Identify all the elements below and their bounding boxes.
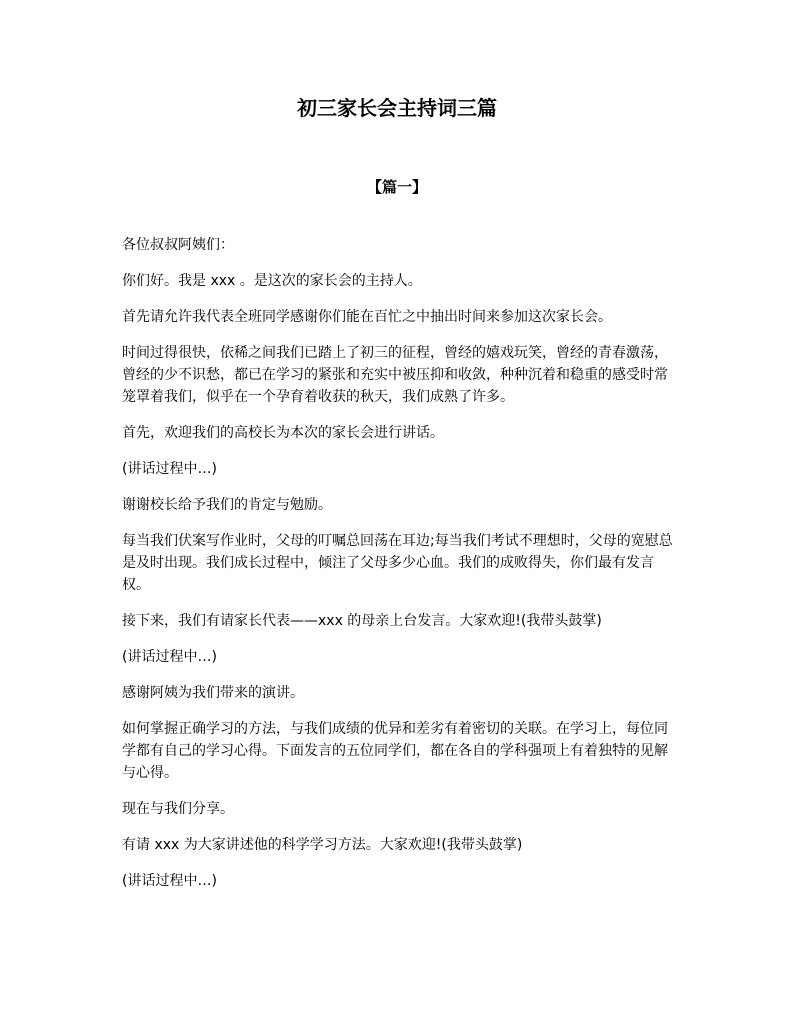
paragraph: 谢谢校长给予我们的肯定与勉励。: [122, 497, 332, 513]
paragraph: (讲话过程中…): [122, 649, 217, 665]
paragraph: 现在与我们分享。: [122, 801, 234, 817]
paragraph: (讲话过程中…): [122, 873, 217, 889]
section-heading: 【篇一】: [366, 178, 427, 196]
paragraph: 首先，欢迎我们的高校长为本次的家长会进行讲话。: [122, 425, 444, 441]
paragraph: 接下来，我们有请家长代表——xxx 的母亲上台发言。大家欢迎!(我带头鼓掌): [122, 613, 602, 629]
paragraph: 有请 xxx 为大家讲述他的科学学习方法。大家欢迎!(我带头鼓掌): [122, 837, 523, 853]
paragraph: 每当我们伏案写作业时，父母的叮嘱总回荡在耳边;每当我们考试不理想时，父母的宽慰总是及时出现。我们成长过程中，倾注了父母多少心血。我们的成败得失，你们最有发言权。: [122, 533, 673, 593]
paragraph: 各位叔叔阿姨们：: [122, 237, 234, 253]
document-title: 初三家长会主持词三篇: [297, 96, 497, 120]
paragraph: 你们好。我是 xxx 。是这次的家长会的主持人。: [122, 273, 422, 289]
paragraph: 时间过得很快，依稀之间我们已踏上了初三的征程，曾经的嬉戏玩笑，曾经的青春激荡，曾经的少不识愁，都已在学习的紧张和充实中被压抑和收敛，种种沉着和稳重的感受时常笼罩着我们，似乎在一个孕育着收获的秋天，我们成熟了许多。: [122, 345, 668, 405]
document-body: [122, 234, 674, 906]
paragraph: 感谢阿姨为我们带来的演讲。: [122, 685, 304, 701]
paragraph: 如何掌握正确学习的方法，与我们成绩的优异和差劣有着密切的关联。在学习上，每位同学都有自己的学习心得。下面发言的五位同学们，都在各自的学科强项上有着独特的见解与心得。: [122, 721, 668, 781]
paragraph: 首先请允许我代表全班同学感谢你们能在百忙之中抽出时间来参加这次家长会。: [122, 309, 612, 325]
paragraph: (讲话过程中…): [122, 461, 217, 477]
